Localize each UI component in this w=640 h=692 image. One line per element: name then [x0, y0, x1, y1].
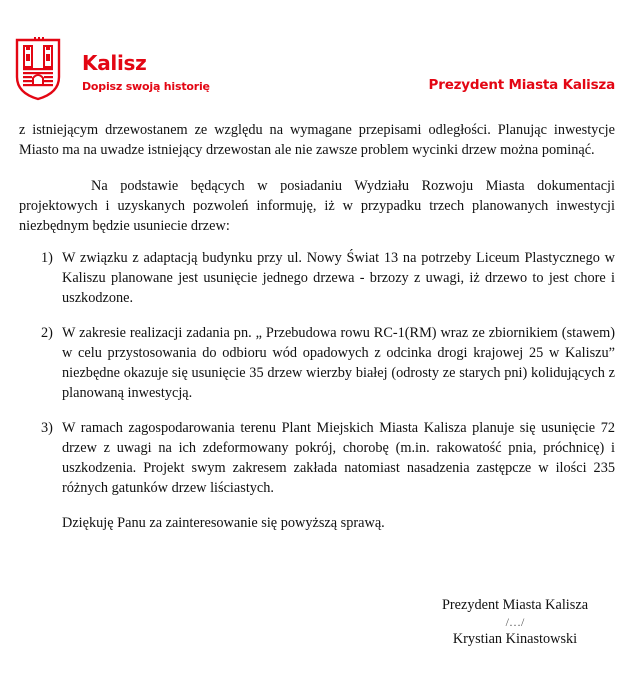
brand-tagline: Dopisz swoją historię	[82, 80, 210, 93]
main-paragraph: Na podstawie będących w posiadaniu Wydziału Rozwoju Miasta dokumentacji projektowych i uzyskanych pozwoleń informuję, iż w przypadku trzech planowanych inwestycji niezbędnym będzie usuniecie drzew:	[19, 178, 615, 234]
intro-paragraph: z istniejącym drzewostanem ze względu na wymagane przepisami odległości. Planując inwestycje Miasto ma na uwadze istniejący drzewostan ale nie zawsze problem wycinki drzew można pominąć.	[19, 122, 615, 158]
list-item-text: W zakresie realizacji zadania pn. „ Przebudowa rowu RC-1(RM) wraz ze zbiornikiem (stawem) w celu przystosowania do odbioru wód opadowych z odcinka drogi krajowej 25 w Kaliszu” niezbędne okazuje się usunięcie 35 drzew wierzby białej (odrosty ze starych pni) kolidujących z planowaną inwestycją.	[62, 325, 615, 401]
list-item-text: W związku z adaptacją budynku przy ul. Nowy Świat 13 na potrzeby Liceum Plastycznego w Kaliszu planowane jest usunięcie jednego drzewa - brzozy z uwagi, iż drzewo to jest chore i uszkodzone.	[62, 250, 615, 306]
list-item-number: 3)	[41, 420, 53, 436]
signature-name: Krystian Kinastowski	[452, 631, 578, 647]
brand-name: Kalisz	[82, 51, 147, 75]
header-title: Prezydent Miasta Kalisza	[428, 77, 615, 93]
letterhead	[0, 0, 640, 115]
castle-crest-icon	[15, 37, 61, 101]
list-item-text: W ramach zagospodarowania terenu Plant Miejskich Miasta Kalisza planuje się usunięcie 72 drzew z uwagi na ich zdeformowany pokrój, chorobę (m.in. rakowatość pnia, próchnicę) i uszkodzenia. Projekt swym zakresem zakłada natomiast nasadzenia zastępcze w ilości 235 różnych gatunków drzew liściastych.	[62, 420, 615, 496]
investment-list	[19, 248, 615, 498]
list-item-number: 2)	[41, 325, 53, 341]
list-item	[19, 248, 615, 308]
closing-thanks: Dziękuję Panu za zainteresowanie się powyższą sprawą.	[62, 515, 385, 531]
signature-block	[425, 597, 605, 648]
signature-title: Prezydent Miasta Kalisza	[441, 597, 589, 613]
list-item-number: 1)	[41, 250, 53, 266]
list-item	[19, 418, 615, 498]
list-item	[19, 323, 615, 403]
signature-separator: /…/	[505, 615, 525, 629]
letter-body	[19, 120, 615, 533]
